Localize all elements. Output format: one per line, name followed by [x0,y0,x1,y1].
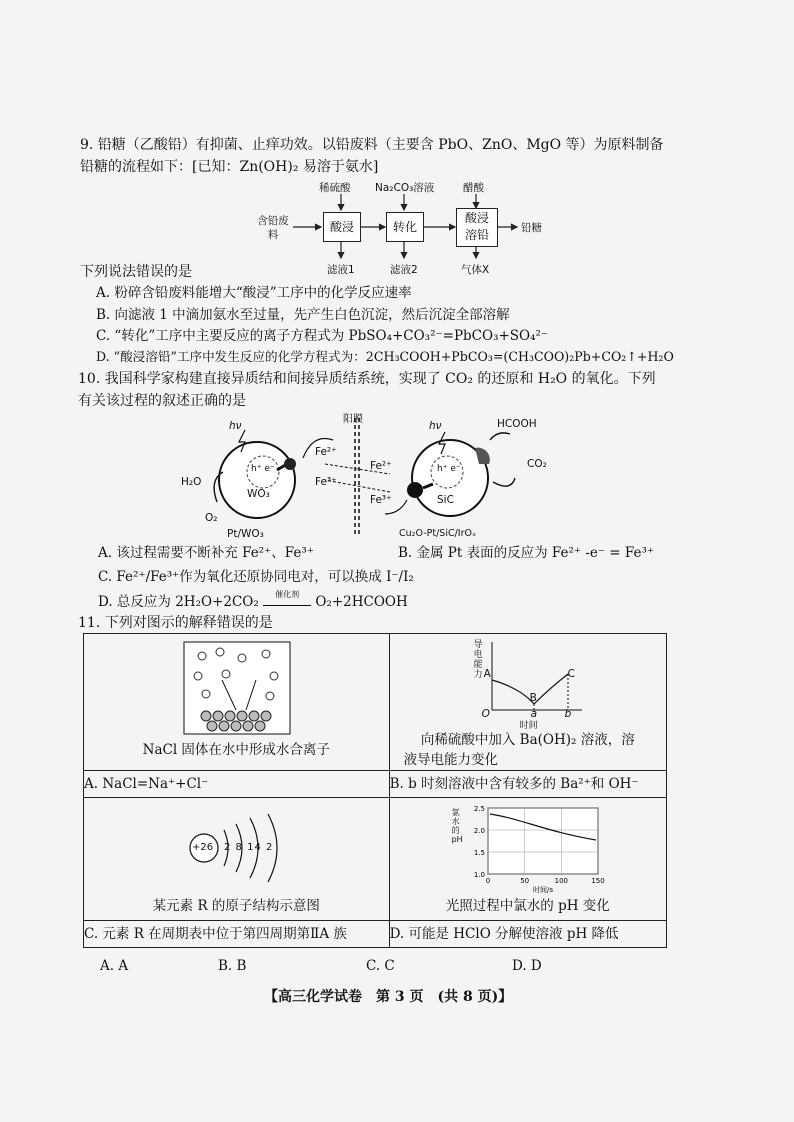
cond-point-c: C [567,668,575,680]
flow-reagent3: 醋酸 [463,182,484,194]
q10-option-d [98,592,408,612]
fig-right-name: Cu₂O-Pt/SiC/IrOₓ [399,528,477,539]
ph-y-tick: 1.0 [473,871,485,879]
q10-figure [175,412,625,547]
ph-x-tick: 50 [519,877,529,885]
atom-nucleus: +26 [192,842,214,853]
fig-left-name: Pt/WO₃ [227,528,264,540]
cell-b-caption-2: 液导电能力变化 [403,752,499,768]
ph-plot-frame [488,808,598,874]
fig-sic: SiC [437,494,454,506]
ph-figure [390,798,666,896]
q11-table [83,633,667,948]
flow-step3-line2: 溶铅 [464,228,489,242]
fig-wo3: WO₃ [247,488,270,500]
nacl-figure [84,634,389,740]
ph-ylabel: 氯水的pH [451,808,463,844]
q9-option-d: D. “酸浸溶铅”工序中发生反应的化学方程式为：2CH₃COOH+PbCO₃=(CH₃COO)₂Pb+CO₂↑+H₂O [96,349,674,364]
fig-fe3-left: Fe³⁺ [315,476,337,488]
ph-x-tick: 0 [485,877,490,885]
cell-a-caption: NaCl 固体在水中形成水合离子 [142,742,330,758]
ph-xlabel: 时间/s [532,886,553,894]
atom-shells: 2 8 14 2 [224,842,274,853]
q10-d-arrow [263,590,311,606]
fig-h2o: H₂O [181,476,202,488]
cell-b-answer: B. b 时刻溶液中含有较多的 Ba²⁺和 OH⁻ [389,771,666,798]
flow-byproduct1: 滤液1 [327,264,355,276]
fig-charge-left: h⁺ e⁻ [251,464,275,474]
fig-co2: CO₂ [527,458,547,470]
ph-y-tick: 1.5 [473,849,485,857]
cell-a-answer: A. NaCl=Na⁺+Cl⁻ [84,771,390,798]
cell-c-answer: C. 元素 R 在周期表中位于第四周期第ⅡA 族 [84,921,390,948]
flow-output: 铅糖 [521,222,542,234]
fig-hcooh: HCOOH [497,418,537,430]
q9-line2: 铅糖的流程如下：[已知：Zn(OH)₂ 易溶于氨水] [80,159,379,175]
cell-c-caption: 某元素 R 的原子结构示意图 [152,898,320,914]
cell-b-caption-1: 向稀硫酸中加入 Ba(OH)₂ 溶液，溶 [420,732,635,748]
cell-c-figure [84,798,390,921]
q11-stem: 11. 下列对图示的解释错误的是 [78,615,273,631]
q11-choice-a: A. A [100,958,129,974]
q10-d-left: D. 总反应为 2H₂O+2CO₂ [98,594,259,610]
heterojunction-diagram [175,412,625,547]
cell-d-caption: 光照过程中氯水的 pH 变化 [445,898,610,914]
cond-origin: O [481,708,490,720]
ph-x-tick: 100 [554,877,568,885]
cond-xlabel: 时间 [519,721,538,731]
q10-option-c: C. Fe²⁺/Fe³⁺作为氧化还原协同电对，可以换成 I⁻/I₂ [98,569,414,585]
page-footer: 【高三化学试卷 第 3 页 (共 8 页)】 [264,989,513,1005]
fig-hv-right: hν [429,420,442,432]
atom-figure [84,798,389,896]
fig-hv-left: hν [229,420,242,432]
nacl-hydration-diagram [182,640,292,736]
cond-ylabel: 导电能力 [473,640,483,680]
flow-reagent1: 稀硫酸 [319,182,351,194]
flow-step-convert: 转化 [386,212,424,242]
q10-d-right: O₂+2HCOOH [315,594,408,610]
q11-choice-b: B. B [218,958,247,974]
flow-input: 含铅废料 [257,215,289,241]
cond-point-a: A [483,668,491,680]
q9-line1: 9. 铅糖（乙酸铅）有抑菌、止痒功效。以铅废料（主要含 PbO、ZnO、MgO 等）为原料制备 [80,137,664,153]
q9-option-a: A. 粉碎含铅废料能增大“酸浸”工序中的化学反应速率 [96,285,412,301]
q9-stem: 下列说法错误的是 [80,264,192,280]
fig-fe2-right: Fe²⁺ [370,460,392,472]
q11-choice-d: D. D [512,958,542,974]
cell-d-figure [389,798,666,921]
fig-fe2-left: Fe²⁺ [315,446,337,458]
q10-d-bar [263,605,311,606]
cell-a-figure [84,634,390,771]
q9-option-b: B. 向滤液 1 中滴加氨水至过量，先产生白色沉淀，然后沉淀全部溶解 [96,307,510,323]
flow-step3-line1: 酸浸 [464,211,489,225]
q10-d-catalyst: 催化剂 [275,590,300,599]
flow-step-dissolve [456,208,498,247]
cell-b-figure [389,634,666,771]
fig-fe3-right: Fe³⁺ [370,494,392,506]
cond-t-a: a [530,708,537,720]
cond-point-b: B [529,692,537,704]
q10-option-b: B. 金属 Pt 表面的反应为 Fe²⁺ -e⁻ = Fe³⁺ [398,545,655,561]
fig-o2: O₂ [205,512,218,524]
q11-choice-c: C. C [366,958,395,974]
fig-charge-right: h⁺ e⁻ [437,464,461,474]
cond-t-b: b [564,708,572,720]
ph-chart [460,804,610,896]
q10-line1: 10. 我国科学家构建直接异质结和间接异质结系统，实现了 CO₂ 的还原和 H₂O 的氧化。下列 [78,371,656,387]
q9-option-c: C. “转化”工序中主要反应的离子方程式为 PbSO₄+CO₃²⁻=PbCO₃+SO₄²⁻ [96,328,549,344]
flow-byproduct3: 气体X [461,264,490,276]
conductivity-figure [390,634,666,730]
flow-step-acid-leach: 酸浸 [323,212,361,242]
flow-reagent2: Na₂CO₃溶液 [375,182,435,194]
ph-y-tick: 2.0 [473,827,485,835]
ph-y-tick: 2.5 [473,805,485,813]
flow-byproduct2: 滤液2 [390,264,418,276]
q10-option-a: A. 该过程需要不断补充 Fe²⁺、Fe³⁺ [98,545,314,561]
ph-x-tick: 150 [590,877,605,885]
cell-d-answer: D. 可能是 HClO 分解使溶液 pH 降低 [389,921,666,948]
q9-flowchart [255,178,555,280]
fig-membrane: 阳膜 [343,414,363,425]
q10-line2: 有关该过程的叙述正确的是 [78,393,246,409]
